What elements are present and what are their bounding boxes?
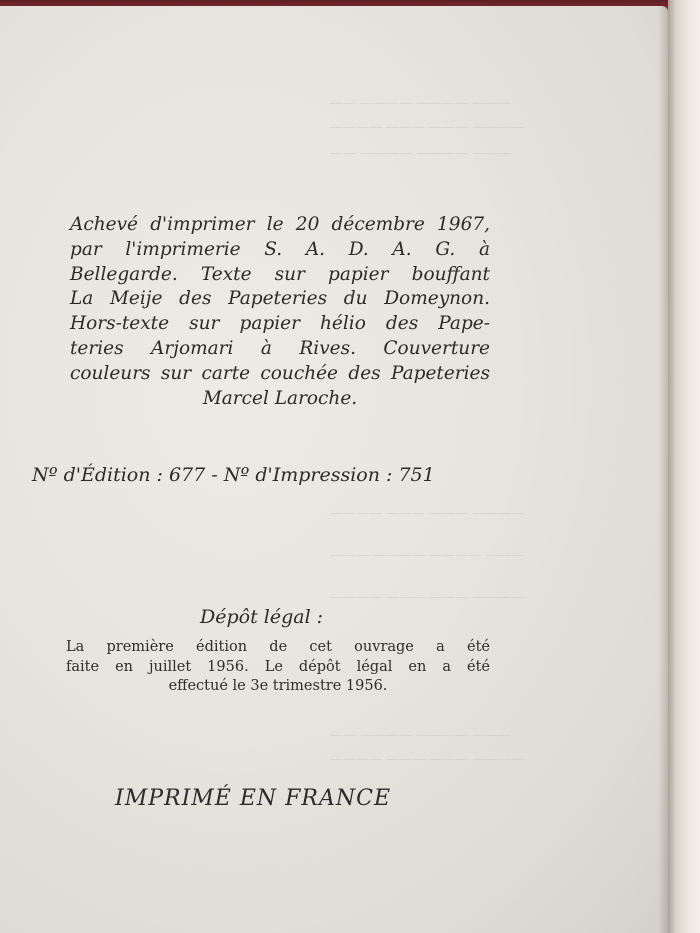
colophon-line: Hors-texte sur papier hélio des Pape- [70,313,490,335]
edition-numbers: Nº d'Édition : 677 - Nº d'Impression : 751 [32,464,435,486]
show-through-text: ——— ———— ———— —— [330,146,512,161]
show-through-text: ——— ———— ———— ——— [330,548,525,563]
show-through-text: ——— ———— ———— —— [330,728,512,743]
page-gutter-shadow [658,6,668,933]
printed-in-france: IMPRIMÉ EN FRANCE [115,786,392,811]
depot-line: La première édition de cet ouvrage a été [66,639,490,655]
colophon-paragraph [70,213,490,411]
colophon-line: La Meije des Papeteries du Domeynon. [70,288,490,310]
colophon-line: Achevé d'imprimer le 20 décembre 1967, [70,214,490,235]
page-stack-edge [668,0,700,933]
depot-line: effectué le 3e trimestre 1956. [168,678,388,694]
colophon-line: Marcel Laroche. [202,387,358,409]
show-through-text: ———— ——— ——— ———— [330,752,525,767]
colophon-line: par l'imprimerie S. A. D. A. G. à [70,238,490,260]
show-through-text: ———— ——— ——— ———— [330,120,525,135]
colophon-line: couleurs sur carte couchée des Papeteries [70,362,490,384]
depot-line: faite en juillet 1956. Le dépôt légal en a été [66,658,490,675]
show-through-text: ———— ——— ——— ———— [330,506,525,521]
depot-legal-paragraph [66,638,490,697]
show-through-text: ——— ———— ———— —— [330,96,512,111]
colophon-line: Bellegarde. Texte sur papier bouffant [70,263,490,285]
depot-legal-heading: Dépôt légal : [200,606,324,628]
colophon-line: teries Arjomari à Rives. Couverture [70,337,490,359]
show-through-text: ———— ——— ——— ———— [330,590,525,605]
